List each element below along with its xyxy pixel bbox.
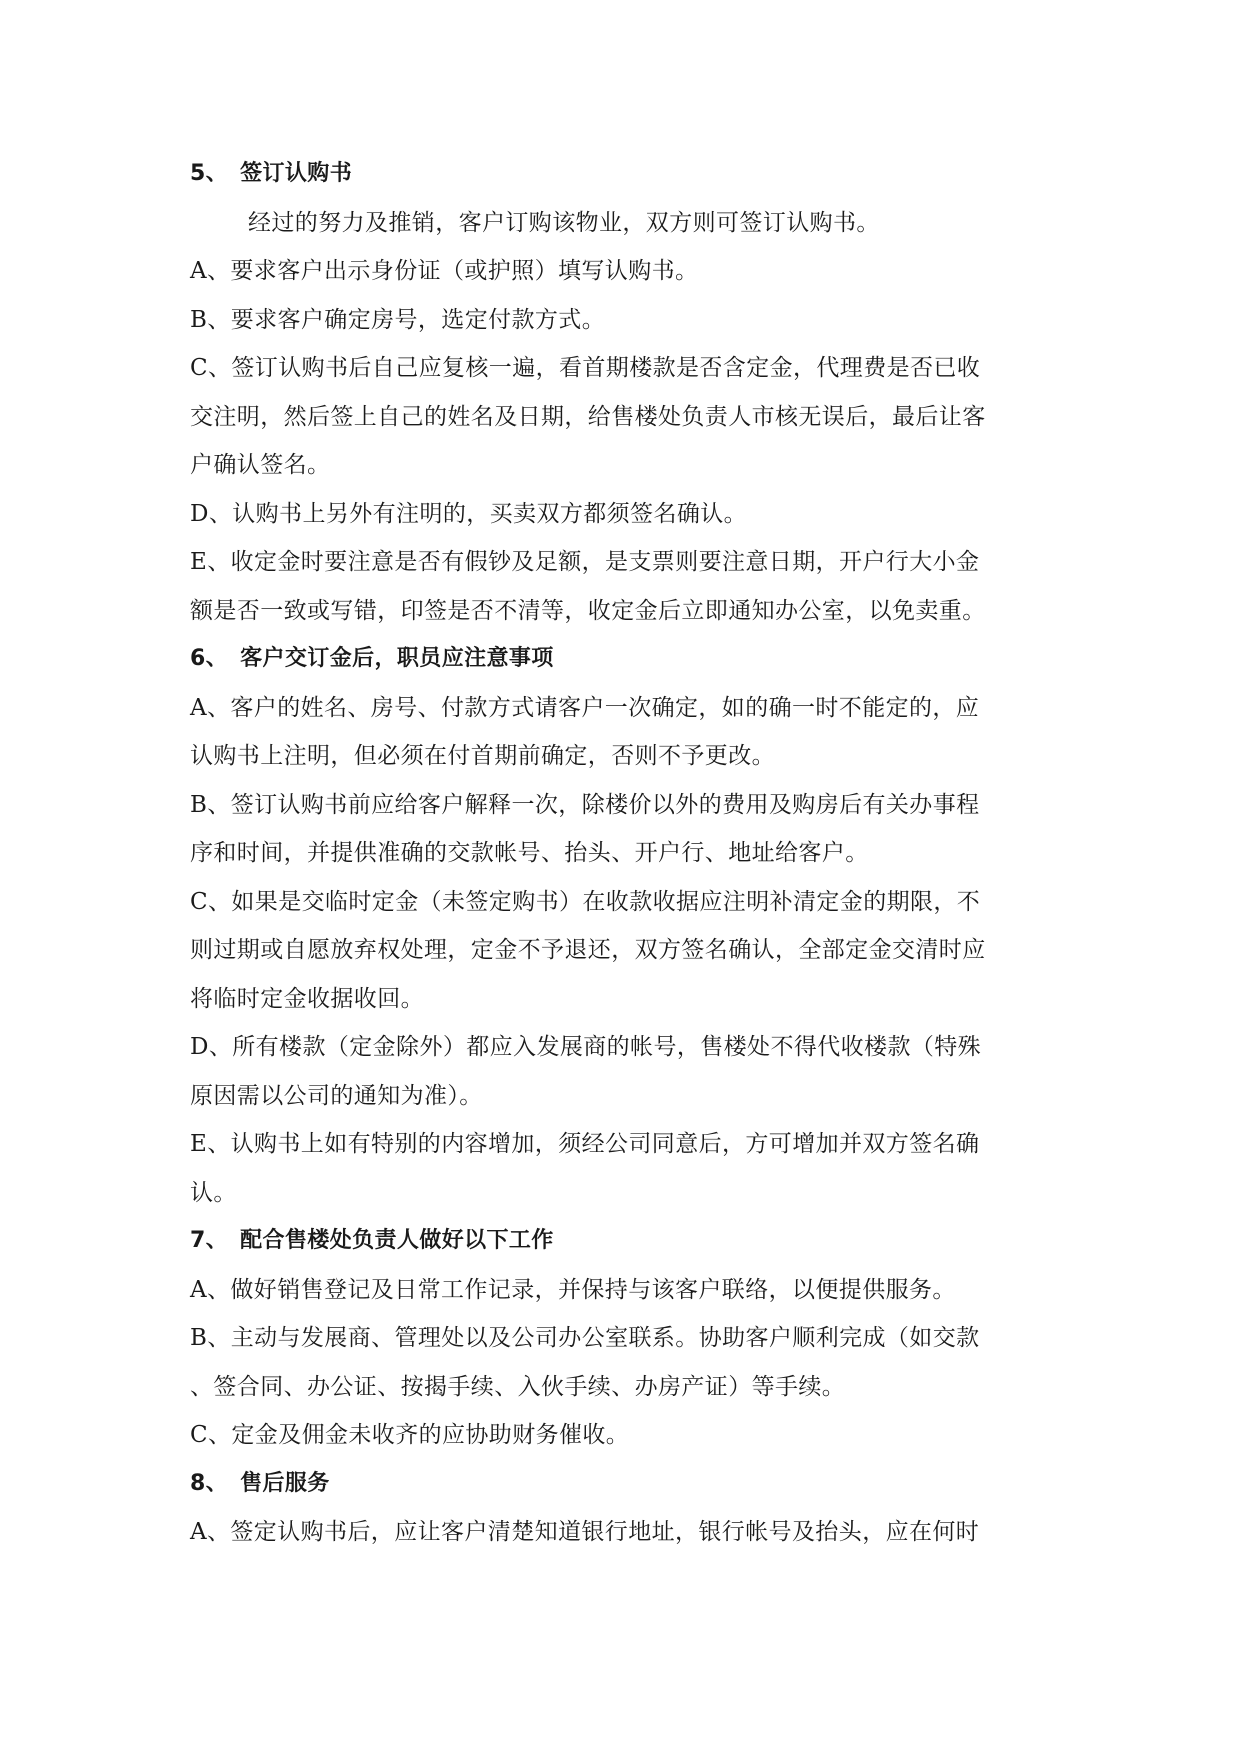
paragraph-line: 序和时间，并提供准确的交款帐号、抬头、开户行、地址给客户。 [190,840,869,866]
section-5-intro: 经过的努力及推销，客户订购该物业，双方则可签订认购书。 [248,209,880,236]
paragraph-line: B、要求客户确定房号，选定付款方式。 [190,306,606,333]
paragraph-line: A、要求客户出示身份证（或护照）填写认购书。 [190,258,699,284]
section-number: 7、 [190,1228,229,1253]
paragraph-line: 额是否一致或写错，印签是否不清等，收定金后立即通知办公室，以免卖重。 [190,597,986,624]
paragraph-line: 认购书上注明，但必须在付首期前确定，否则不予更改。 [190,743,775,769]
section-title: 配合售楼处负责人做好以下工作 [240,1228,554,1253]
paragraph-line: B、签订认购书前应给客户解释一次，除楼价以外的费用及购房后有关办事程 [190,791,980,818]
paragraph-line: A、签定认购书后，应让客户清楚知道银行地址，银行帐号及抬头，应在何时 [190,1519,980,1545]
paragraph-line: 将临时定金收据收回。 [190,985,424,1012]
section-title: 售后服务 [240,1470,330,1496]
paragraph-line: 则过期或自愿放弃权处理，定金不予退还，双方签名确认，全部定金交清时应 [190,937,986,963]
section-6-heading [190,635,1060,684]
section-number: 5、 [190,161,229,186]
paragraph-line: D、认购书上另外有注明的，买卖双方都须签名确认。 [190,500,748,527]
paragraph-line: 、签合同、办公证、按揭手续、入伙手续、办房产证）等手续。 [190,1373,846,1400]
paragraph-line: D、所有楼款（定金除外）都应入发展商的帐号，售楼处不得代收楼款（特殊 [190,1034,982,1060]
section-number: 6、 [190,646,229,671]
paragraph-line: E、收定金时要注意是否有假钞及足额，是支票则要注意日期，开户行大小金 [190,549,980,575]
paragraph-line: C、如果是交临时定金（未签定购书）在收款收据应注明补清定金的期限，不 [190,888,981,915]
document-page [190,150,1060,1557]
paragraph-line: 交注明，然后签上自己的姓名及日期，给售楼处负责人市核无误后，最后让客 [190,403,986,430]
section-5-heading [190,150,1060,199]
paragraph-line: A、做好销售登记及日常工作记录，并保持与该客户联络，以便提供服务。 [190,1276,956,1303]
paragraph-line: A、客户的姓名、房号、付款方式请客户一次确定，如的确一时不能定的，应 [190,694,980,721]
paragraph-line: E、认购书上如有特别的内容增加，须经公司同意后，方可增加并双方签名确 [190,1131,980,1157]
paragraph-line: C、定金及佣金未收齐的应协助财务催收。 [190,1422,630,1448]
section-title: 客户交订金后，职员应注意事项 [240,646,554,671]
paragraph-line: 认。 [190,1179,237,1206]
section-7-heading [190,1217,1060,1266]
section-8-heading [190,1460,1060,1509]
paragraph-line: 户确认签名。 [190,452,331,478]
paragraph-line: B、主动与发展商、管理处以及公司办公室联系。协助客户顺利完成（如交款 [190,1325,980,1351]
paragraph-line: 原因需以公司的通知为准）。 [190,1082,483,1109]
section-number: 8、 [190,1470,229,1496]
paragraph-line: C、签订认购书后自己应复核一遍，看首期楼款是否含定金，代理费是否已收 [190,355,981,381]
section-title: 签订认购书 [240,161,353,186]
